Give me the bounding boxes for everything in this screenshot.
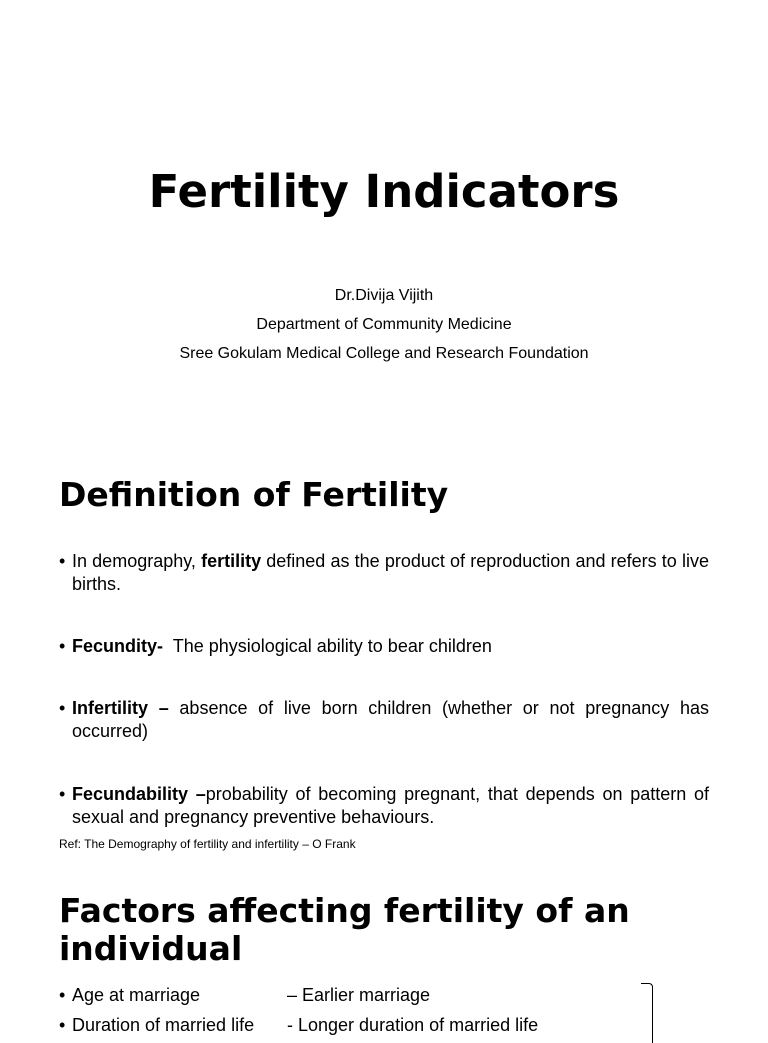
institution-name: Sree Gokulam Medical College and Research Foundation [179,345,589,362]
bullet-glyph: • [59,784,66,804]
bullet-glyph: • [59,551,66,571]
factor-effect: – Earlier marriage [287,985,431,1005]
slide-heading: Factors affecting fertility of an individual [59,891,630,968]
list-item [59,635,709,658]
factor-effect: - Longer duration of married life [287,1015,539,1035]
list-item [59,1014,538,1037]
subtitle-block [0,281,768,368]
definition-term: Fecundity- [72,636,164,656]
definition-slide [0,440,768,856]
factors-slide [0,856,768,1035]
definition-text: absence of live born children (whether or not pregnancy has occurred) [72,698,709,741]
definition-term: Fecundability – [72,784,206,804]
list-item [59,783,709,829]
definition-text: The physiological ability to bear children [163,636,492,656]
bullet-glyph: • [59,698,66,718]
definition-text: defined as the product of reproduction and refers to live births. [72,551,709,594]
bullet-glyph: • [59,1015,66,1035]
title-slide [0,0,768,440]
factor-name: Age at marriage [72,985,201,1005]
list-item [59,984,430,1007]
department-name: Department of Community Medicine [256,316,512,333]
grouping-bracket [641,983,653,1043]
author-name: Dr.Divija Vijith [334,287,434,304]
bullet-glyph: • [59,636,66,656]
factor-name: Duration of married life [72,1015,255,1035]
presentation-title: Fertility Indicators [148,165,620,218]
reference-note: Ref: The Demography of fertility and infertility – O Frank [59,837,356,851]
definition-term: fertility [201,551,262,571]
list-item [59,550,709,596]
definition-text-pre: In demography, [72,551,202,571]
definition-text: probability of becoming pregnant, that depends on pattern of sexual and pregnancy preventive behaviours. [72,784,709,827]
bullet-glyph: • [59,985,66,1005]
slide-heading: Definition of Fertility [59,475,449,514]
definition-term: Infertility – [72,698,169,718]
list-item [59,697,709,743]
